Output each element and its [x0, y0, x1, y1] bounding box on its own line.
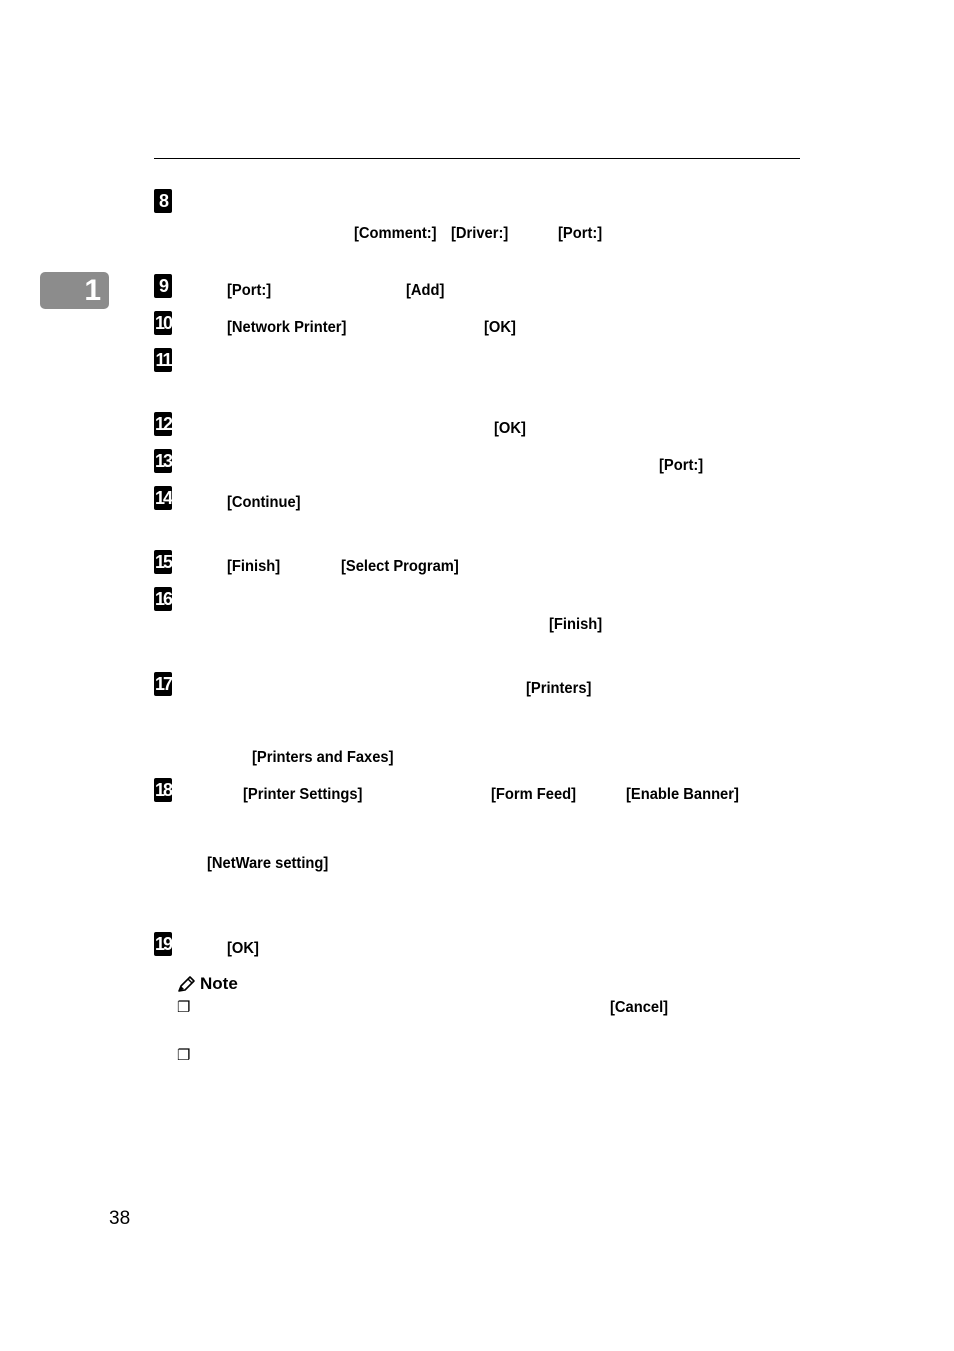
- step-number-16: 16: [154, 589, 172, 609]
- label-network-printer: [Network Printer]: [227, 319, 347, 336]
- note-heading: [177, 973, 238, 995]
- step-number-12: 12: [154, 414, 172, 434]
- label-port: [Port:]: [227, 282, 272, 299]
- step-number-17: 17: [154, 674, 172, 694]
- label-finish: [Finish]: [549, 616, 603, 633]
- label-printers: [Printers]: [526, 680, 592, 697]
- label-enable-banner: [Enable Banner]: [626, 786, 739, 803]
- label-ok: [OK]: [484, 319, 516, 336]
- step-number-18: 18: [154, 780, 172, 800]
- page-number: 38: [109, 1208, 131, 1229]
- label-netware-setting: [NetWare setting]: [207, 855, 329, 872]
- label-driver: [Driver:]: [451, 225, 509, 242]
- label-port: [Port:]: [558, 225, 603, 242]
- label-cancel: [Cancel]: [610, 999, 669, 1016]
- label-continue: [Continue]: [227, 494, 301, 511]
- label-comment: [Comment:]: [354, 225, 437, 242]
- note-bullet: ❐: [177, 999, 191, 1016]
- label-printers-and-faxes: [Printers and Faxes]: [252, 749, 394, 766]
- label-select-program: [Select Program]: [341, 558, 459, 575]
- chapter-tab: 1: [40, 272, 109, 309]
- step-number-10: 10: [154, 313, 172, 333]
- label-ok: [OK]: [227, 940, 259, 957]
- step-number-9: 9: [154, 274, 172, 298]
- step-number-15: 15: [154, 552, 172, 572]
- step-number-11: 11: [155, 350, 171, 370]
- note-bullet: ❐: [177, 1047, 191, 1064]
- step-number-19: 19: [154, 934, 172, 954]
- note-title: Note: [200, 974, 238, 993]
- step-number-14: 14: [154, 488, 172, 508]
- label-add: [Add]: [406, 282, 445, 299]
- step-number-13: 13: [154, 451, 172, 471]
- label-ok: [OK]: [494, 420, 526, 437]
- label-printer-settings: [Printer Settings]: [243, 786, 363, 803]
- header-rule: [154, 158, 800, 159]
- pencil-icon: [177, 975, 197, 993]
- label-form-feed: [Form Feed]: [491, 786, 577, 803]
- label-port: [Port:]: [659, 457, 704, 474]
- label-finish: [Finish]: [227, 558, 281, 575]
- step-number-8: 8: [154, 189, 172, 213]
